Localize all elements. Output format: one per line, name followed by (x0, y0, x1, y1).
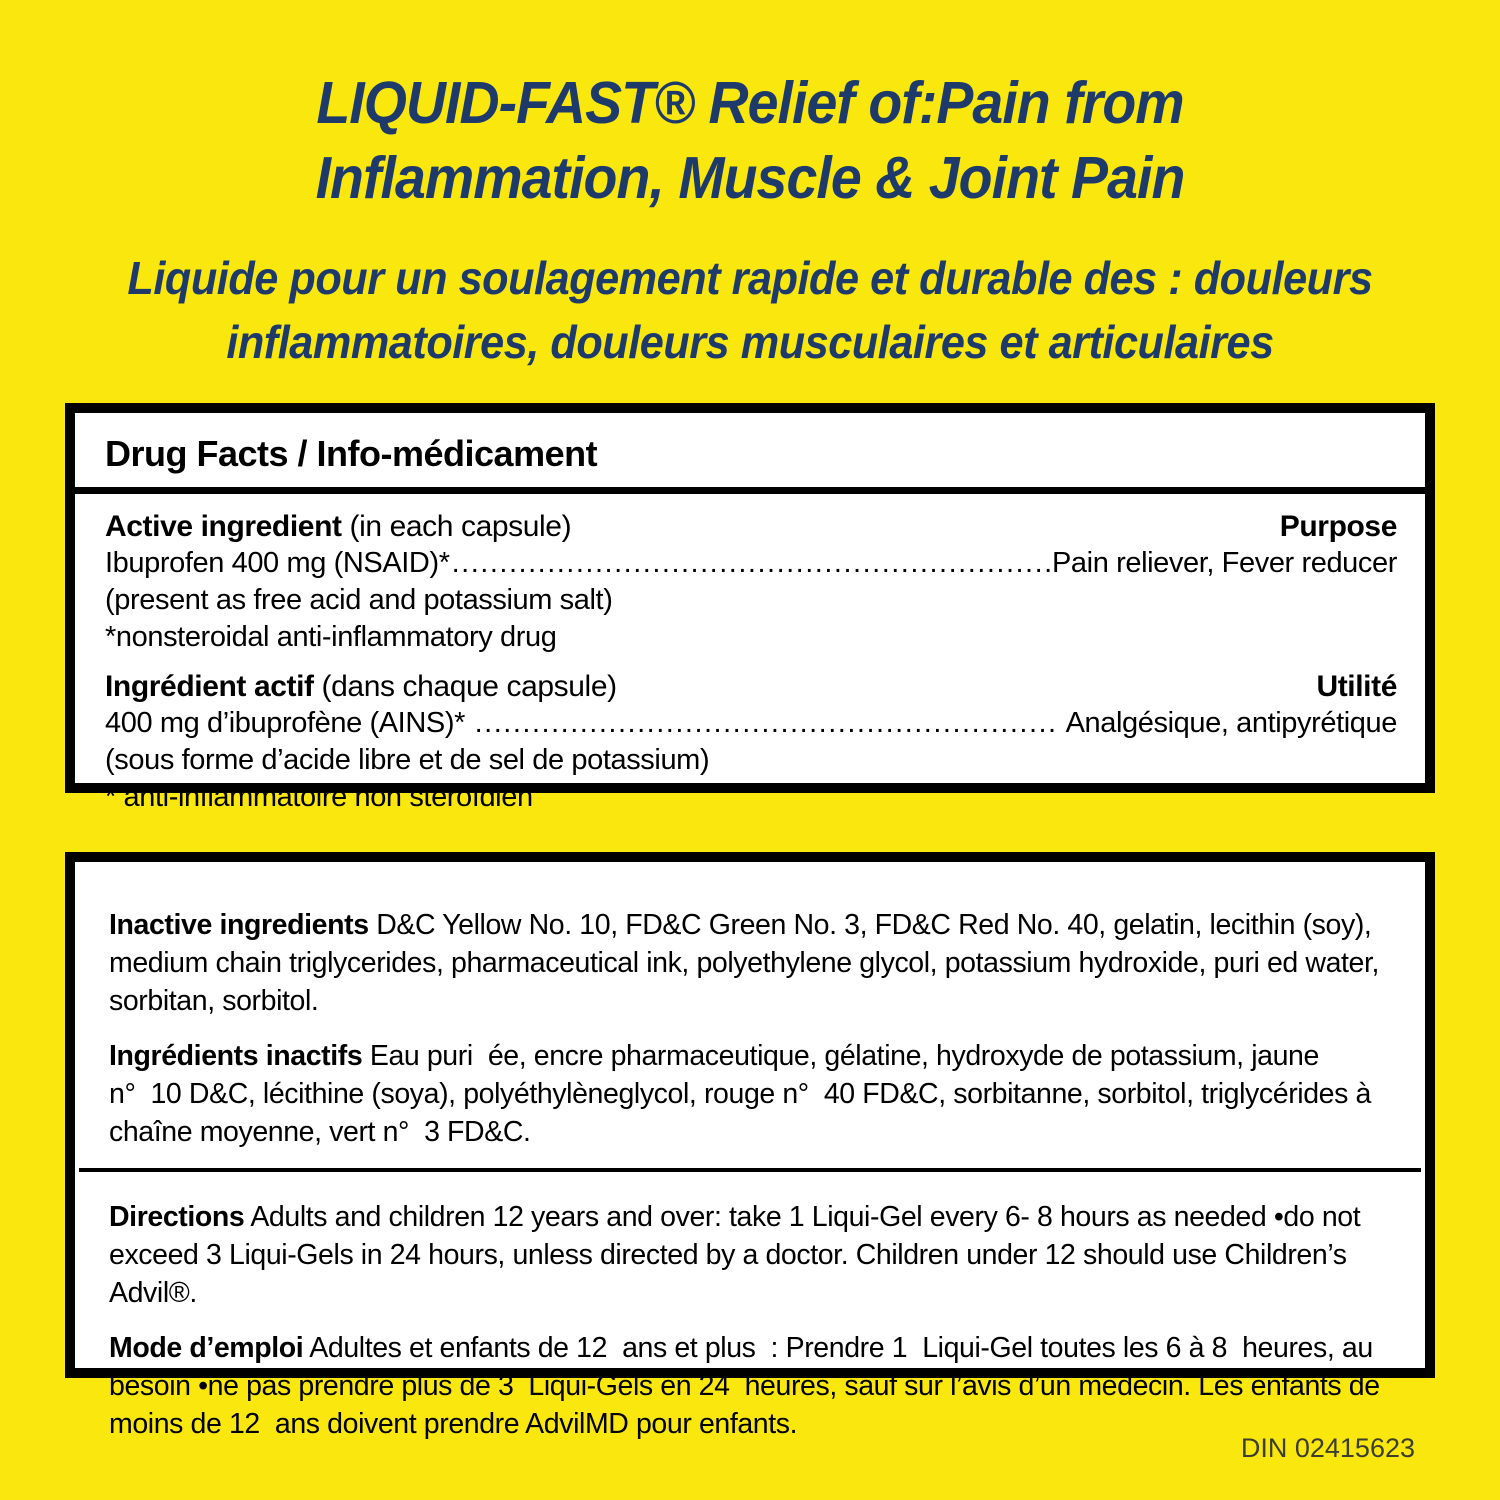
din-number: DIN 02415623 (1240, 1433, 1415, 1463)
active-ingredient-row-fr (105, 668, 1397, 705)
ingredient-note1-fr: (sous forme d’acide libre et de sel de potassium) (105, 744, 710, 776)
active-ingredient-row-en (105, 508, 1397, 545)
claim-en-line-1: LIQUID-FAST® Relief of:Pain from (316, 70, 1184, 136)
directions-text-fr: Adultes et enfants de 12 ans et plus : Prendre 1 Liqui-Gel toutes les 6 à 8 heures, au besoin •ne pas prendre plus de 3 Liqui-Gels en 24 heures, sauf sur l’avis d’un médecin. Les enfants de moins de 12 ans doivent prendre AdvilMD pour enfants. (109, 1332, 1380, 1440)
header-claims (0, 0, 1500, 374)
section-rule (79, 1168, 1421, 1172)
purpose-value-fr: Analgésique, antipyrétique (1057, 707, 1397, 739)
active-ingredient-label-en: Active ingredient (105, 510, 342, 543)
title-rule (75, 487, 1425, 494)
purpose-value-en: Pain reliever, Fever reducer (1051, 547, 1397, 579)
inactive-ingredients-fr (109, 1037, 1395, 1151)
inactive-ingredients-label-fr: Ingrédients inactifs (109, 1040, 363, 1072)
claim-fr-line-2: inflammatoires, douleurs musculaires et articulaires (226, 316, 1274, 368)
dot-leader (475, 705, 1056, 742)
drug-facts-title: Drug Facts / Info-médicament (105, 433, 598, 474)
inactive-ingredients-en (109, 906, 1395, 1020)
claim-en (0, 66, 1500, 216)
inactive-ingredients-text-en: D&C Yellow No. 10, FD&C Green No. 3, FD&C Red No. 40, gelatin, lecithin (soy), medium chain triglycerides, pharmaceutical ink, polyethylene glycol, potassium hydroxide, puri ed water, sorbitan, sorbitol. (109, 909, 1380, 1017)
inactive-ingredients-label-en: Inactive ingredients (109, 909, 369, 941)
ingredient-name-en: Ibuprofen 400 mg (NSAID)* (105, 547, 450, 579)
directions-fr (109, 1329, 1395, 1443)
ingredient-leader-row-en (105, 545, 1397, 582)
purpose-label-en: Purpose (1279, 510, 1397, 543)
directions-text-en: Adults and children 12 years and over: take 1 Liqui-Gel every 6- 8 hours as needed •do not exceed 3 Liqui-Gels in 24 hours, unless directed by a doctor. Children under 12 should use Children’s Advil®. (109, 1201, 1361, 1309)
info-box (65, 852, 1435, 1440)
ingredient-note1-en: (present as free acid and potassium salt) (105, 584, 613, 616)
ingredient-note2-en: *nonsteroidal anti-inflammatory drug (105, 621, 557, 653)
claim-fr (0, 246, 1500, 374)
claim-fr-line-1: Liquide pour un soulagement rapide et durable des : douleurs (127, 252, 1373, 304)
inactive-ingredients-text-fr: Eau puri ée, encre pharmaceutique, gélatine, hydroxyde de potassium, jaune n° 10 D&C, lécithine (soya), polyéthylèneglycol, rouge n° 40 FD&C, sorbitanne, sorbitol, triglycérides à chaîne moyenne, vert n° 3 FD&C. (109, 1040, 1371, 1148)
purpose-label-fr: Utilité (1316, 670, 1397, 703)
active-ingredient-note-fr: (dans chaque capsule) (313, 670, 617, 703)
directions-label-en: Directions (109, 1201, 245, 1233)
dot-leader (452, 545, 1050, 582)
active-ingredient-note-en: (in each capsule) (341, 510, 572, 543)
ingredient-note2-fr: * anti-inflammatoire non stéroïdien (105, 781, 533, 813)
ingredient-leader-row-fr (105, 705, 1397, 742)
directions-label-fr: Mode d’emploi (109, 1332, 304, 1364)
drug-facts-box (65, 403, 1435, 813)
active-ingredient-label-fr: Ingrédient actif (105, 670, 314, 703)
ingredient-name-fr: 400 mg d’ibuprofène (AINS)* (105, 707, 473, 739)
active-ingredient-heading-fr (105, 668, 617, 705)
directions-en (109, 1198, 1395, 1312)
drug-facts-body (75, 494, 1425, 816)
active-ingredient-heading-en (105, 508, 571, 545)
claim-en-line-2: Inflammation, Muscle & Joint Pain (315, 145, 1185, 211)
